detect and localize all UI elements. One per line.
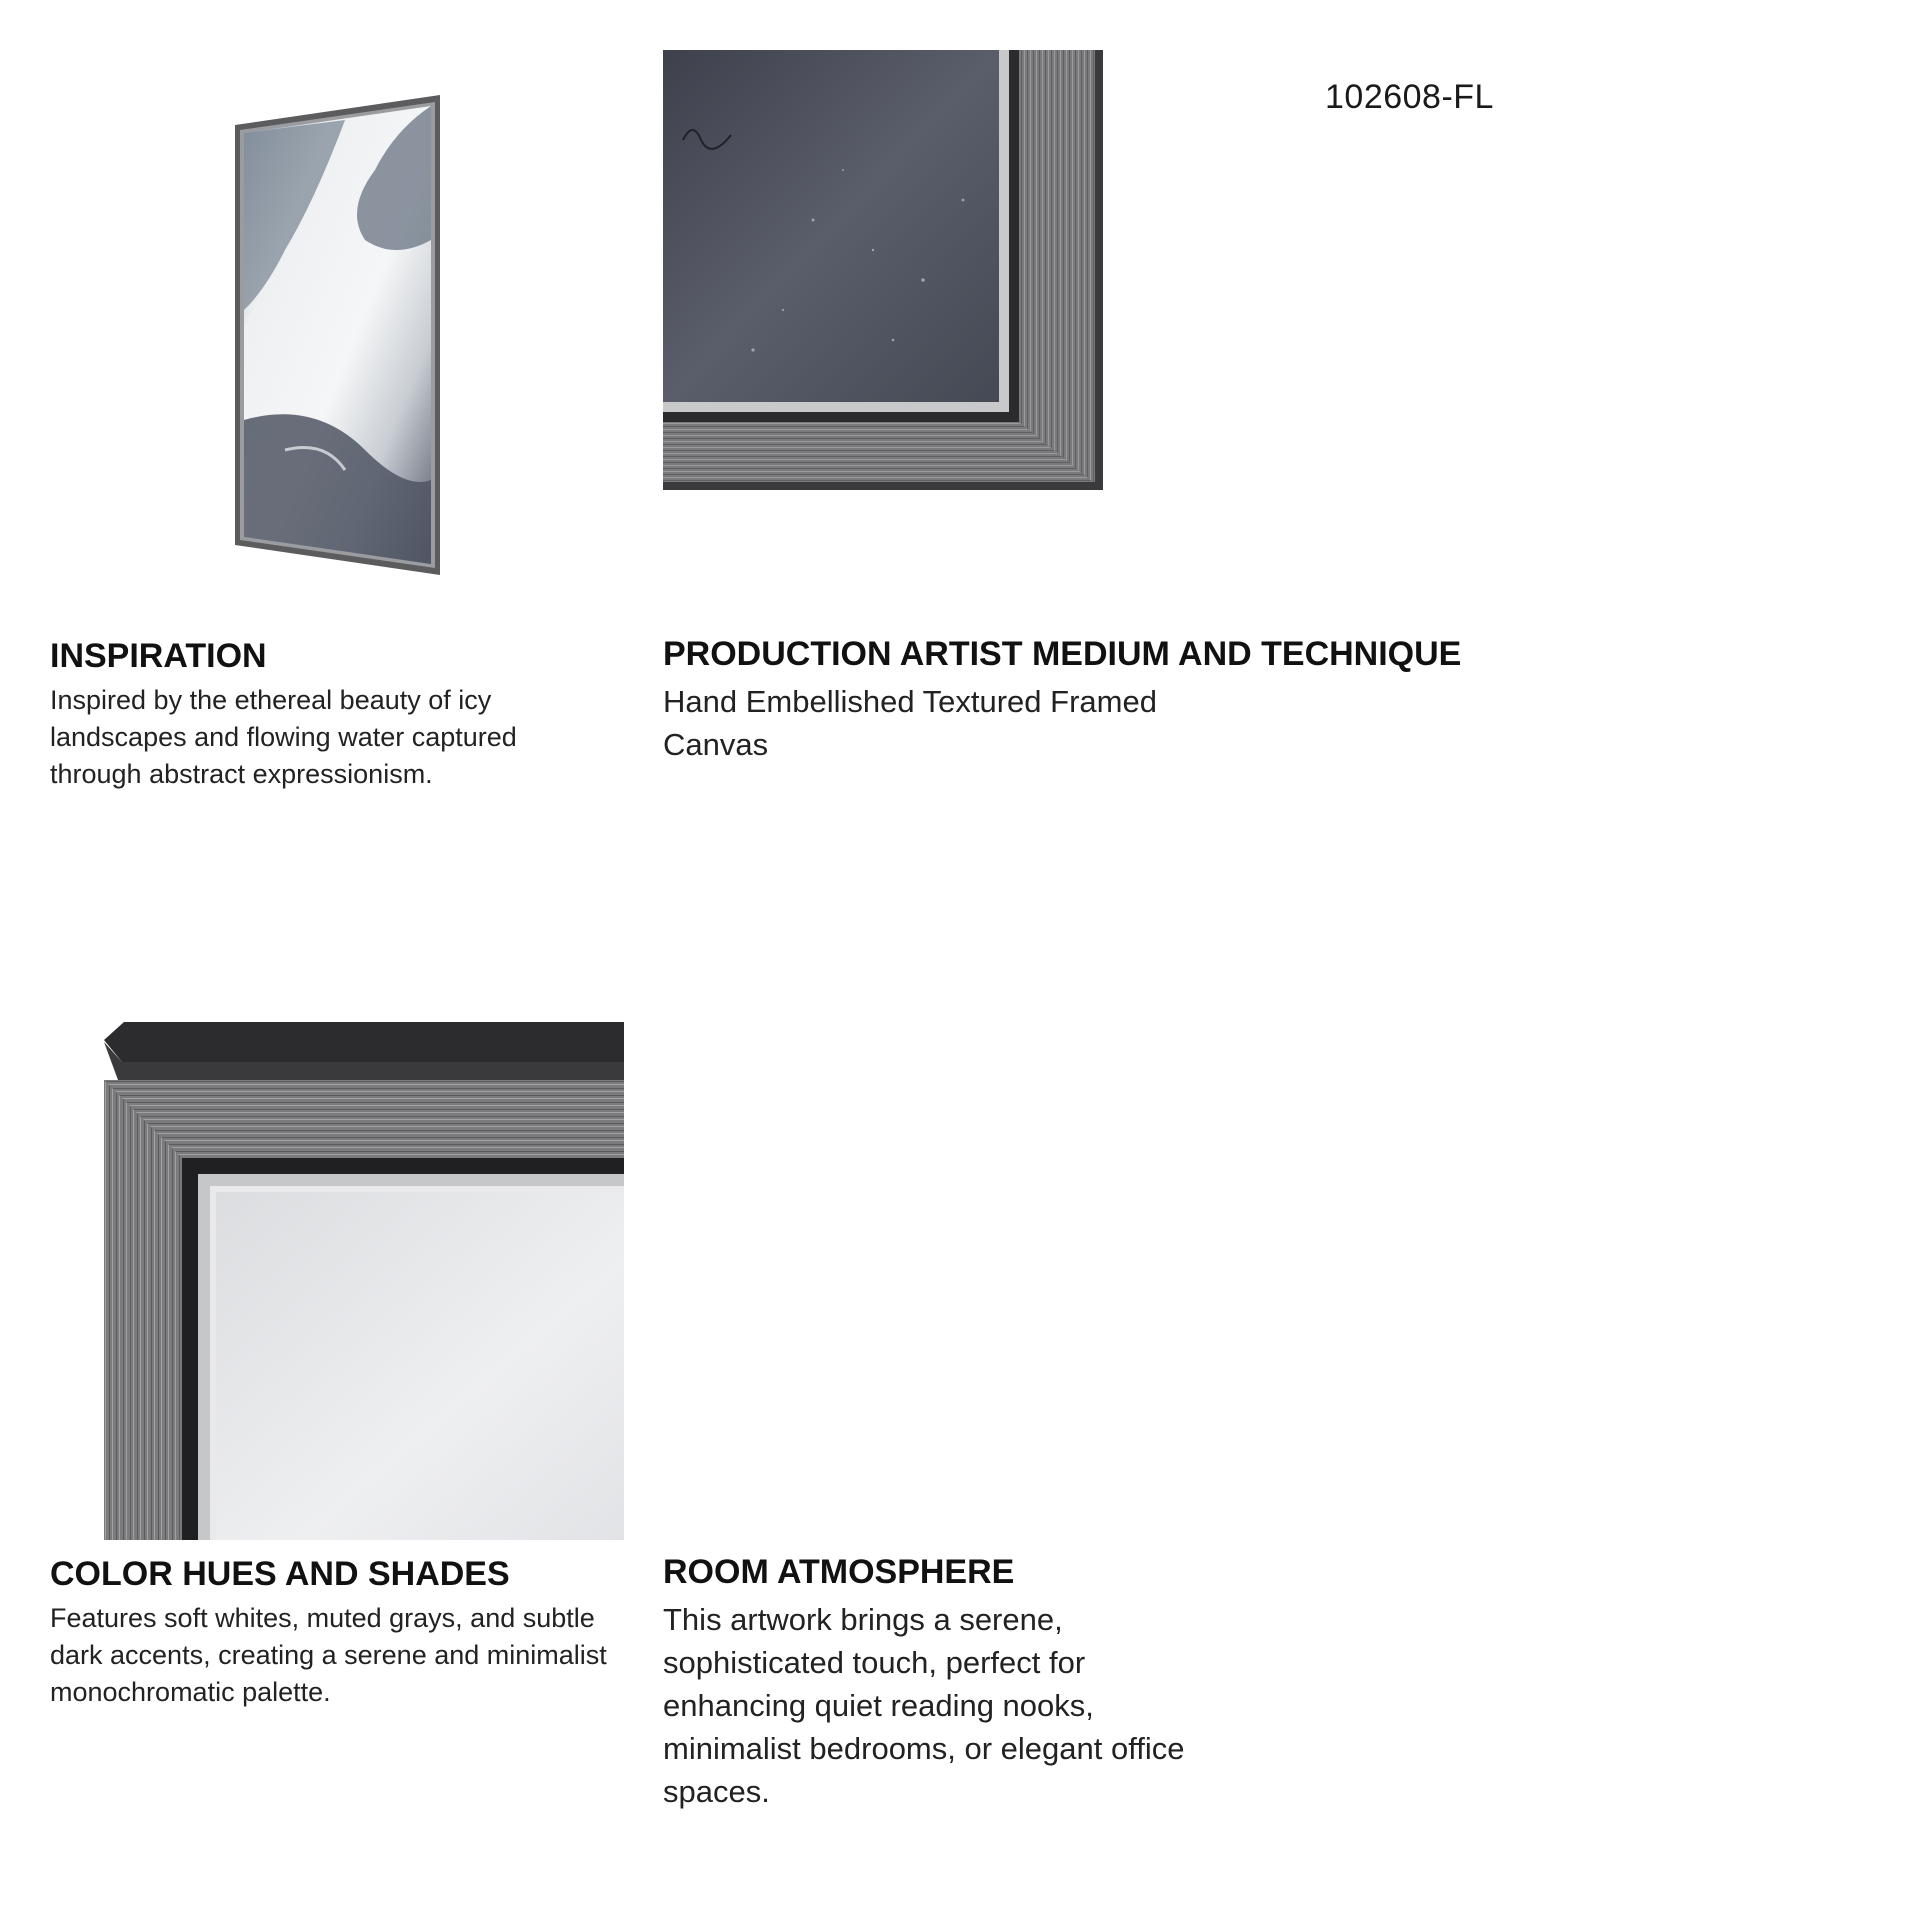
body-line: monochromatic palette. [50,1677,331,1707]
body-line: Features soft whites, muted grays, and subtle [50,1603,595,1633]
framed-canvas-product-image [225,90,445,580]
section-color-hues [50,1555,650,1711]
section-body [50,682,610,793]
body-line: through abstract expressionism. [50,759,433,789]
body-line: minimalist bedrooms, or elegant office [663,1731,1185,1766]
body-line: spaces. [663,1774,770,1809]
body-line: landscapes and flowing water captured [50,722,517,752]
section-heading: INSPIRATION [50,637,267,675]
body-line: Hand Embellished Textured Framed [663,684,1157,719]
section-inspiration [50,637,610,793]
body-line: dark accents, creating a serene and minimalist [50,1640,607,1670]
section-body [50,1600,650,1711]
frame-corner-detail-light [104,1020,624,1540]
body-line: Canvas [663,727,769,762]
product-sku: 102608-FL [1325,78,1494,116]
body-line: sophisticated touch, perfect for [663,1645,1086,1680]
frame-corner-detail-dark [663,50,1103,490]
body-line: Inspired by the ethereal beauty of icy [50,685,492,715]
section-production [663,635,1463,766]
section-body [663,1598,1263,1813]
body-line: This artwork brings a serene, [663,1602,1063,1637]
section-heading: PRODUCTION ARTIST MEDIUM AND TECHNIQUE [663,635,1462,673]
section-body [663,680,1463,766]
body-line: enhancing quiet reading nooks, [663,1688,1094,1723]
section-heading: ROOM ATMOSPHERE [663,1553,1015,1591]
section-room-atmosphere [663,1553,1263,1813]
section-heading: COLOR HUES AND SHADES [50,1555,510,1593]
